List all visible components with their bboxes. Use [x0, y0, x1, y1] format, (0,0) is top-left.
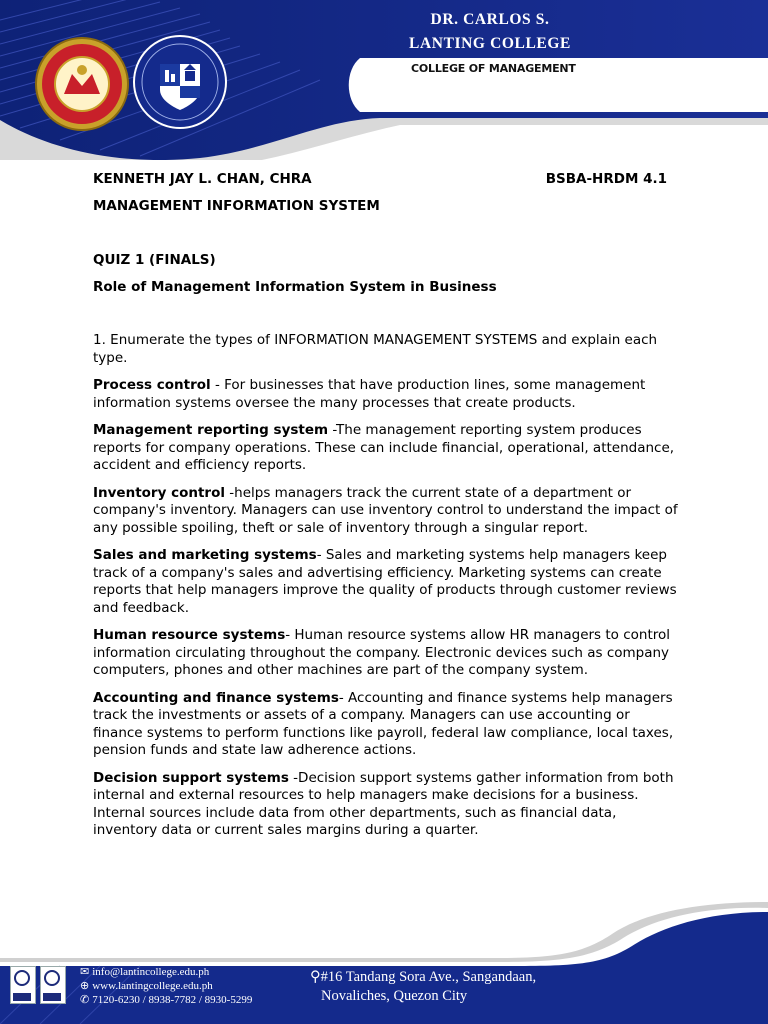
entry-accounting-finance [93, 690, 678, 760]
question-text: 1. Enumerate the types of INFORMATION MANAGEMENT SYSTEMS and explain each type. [93, 332, 658, 366]
entry-term: Process control [93, 377, 211, 393]
entry-sales-marketing [93, 547, 678, 617]
college-name-line1: DR. CARLOS S. [430, 11, 550, 28]
document-body [93, 170, 678, 840]
entry-term: Accounting and finance systems [93, 689, 339, 706]
envelope-icon: ✉ [80, 966, 90, 978]
college-name-line2: LANTING COLLEGE [409, 35, 571, 52]
college-department: COLLEGE OF MANAGEMENT [411, 62, 576, 75]
entry-term: Inventory control [93, 484, 225, 501]
entry-text: - Accounting and finance systems help managers track the investments or assets of a company. Managers can use accounting or finance systems to perform functions like payroll, federal law compliance, local taxes, pension funds and state law adherence actions. [93, 689, 674, 758]
globe-icon: ⊕ [80, 980, 90, 992]
subject-title: MANAGEMENT INFORMATION SYSTEM [93, 198, 380, 214]
address-line1-text: #16 Tandang Sora Ave., Sangandaan, [320, 969, 537, 985]
entry-process-control [93, 377, 678, 412]
certification-logos [10, 966, 66, 1004]
email-line [80, 965, 252, 979]
entry-term: Management reporting system [93, 422, 329, 438]
entry-text: - Human resource systems allow HR managers to control information circulating throughout the company. Electronic devices such as company computers, phones and other machines are part of the company system. [93, 627, 671, 678]
author-row [93, 170, 667, 188]
entry-text: - For businesses that have production lines, some management information systems oversee the many processes that create products. [93, 377, 646, 411]
accreditation-logo [40, 966, 66, 1004]
entry-term: Decision support systems [93, 769, 289, 786]
entry-text: - Sales and marketing systems help managers keep track of a company's sales and advertising efficiency. Marketing systems can create reports that help managers improve the quality of products through customer reviews and feedback. [93, 547, 677, 616]
entry-inventory-control [93, 485, 678, 538]
phone-line [80, 993, 252, 1007]
entry-text: -Decision support systems gather information from both internal and external resources to help managers make decisions for a business. Internal sources include data from other departments, such as financial data, inventory data or current sales margins during a quarter. [93, 769, 674, 838]
entry-decision-support [93, 770, 678, 840]
entry-text: -helps managers track the current state of a department or company's inventory. Managers can use inventory control to understand the impact of any possible spoiling, theft or sale of inventory through a singular report. [93, 484, 678, 536]
iso-certification-logo [10, 966, 36, 1004]
entry-term: Human resource systems [93, 627, 286, 643]
contact-info [80, 965, 252, 1007]
entry-human-resource [93, 627, 678, 680]
course-section: BSBA-HRDM 4.1 [545, 171, 667, 187]
entry-term: Sales and marketing systems [93, 547, 317, 563]
topic-title: Role of Management Information System in Business [93, 279, 497, 295]
website-text[interactable]: www.lantingcollege.edu.ph [92, 980, 213, 992]
website-line [80, 979, 252, 993]
location-pin-icon: ⚲ [310, 969, 321, 985]
email-text[interactable]: info@lantincollege.edu.ph [92, 966, 210, 978]
address-line1 [310, 968, 536, 987]
lanting-college-seal [34, 36, 130, 132]
phone-icon: ✆ [80, 994, 90, 1006]
quiz-title: QUIZ 1 (FINALS) [93, 252, 216, 268]
address-line2: Novaliches, Quezon City [321, 988, 468, 1004]
author-name: KENNETH JAY L. CHAN, CHRA [93, 171, 312, 187]
entry-management-reporting [93, 422, 678, 475]
college-of-management-seal [132, 34, 228, 130]
entry-text: -The management reporting system produces reports for company operations. These can include financial, operational, attendance, accident and efficiency reports. [93, 422, 675, 473]
phone-text: 7120-6230 / 8938-7782 / 8930-5299 [92, 994, 253, 1006]
address-block [310, 968, 536, 1006]
